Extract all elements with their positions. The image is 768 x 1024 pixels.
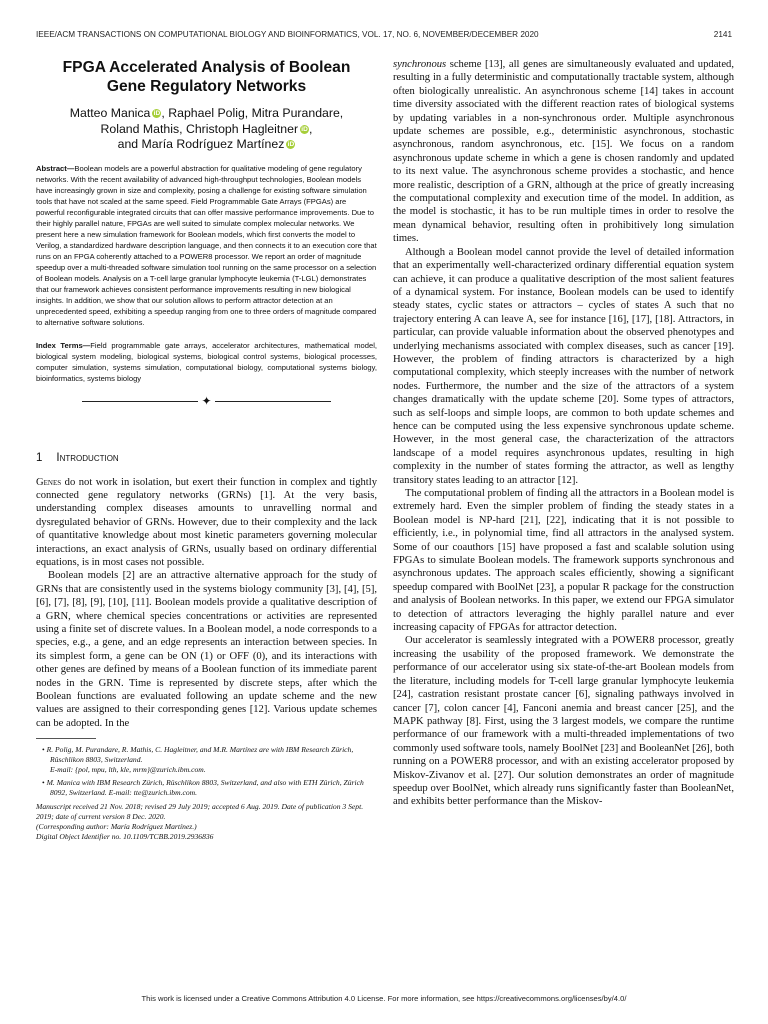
orcid-icon[interactable]: iD <box>153 110 161 117</box>
body-paragraph: Although a Boolean model cannot provide the level of detailed information that an experimentally well-characterized ordinary differential equation system can achieve, it can produce a qualitative description of the most salient features of a dynamical system. For instance, Boolean models can be used to identify steady states, cyclic states or attractors – cycles of states A such that no trajectory entering A can leave A, see for instance [16], [17], [18]. Attractors, in particular, can provide valuable information about the observed phenotypes and underlying mechanisms associated with complex diseases, such as cancer [19]. However, the problem of finding attractors is characterized by a high computational complexity, which steeply increases with the number of network nodes. Furthermore, the number and the size of the attractors of a system changes dramatically with the update scheme [20]. Some types of attractors, such as self-loops and simple loops, are common to both update schemes and hence can be computed using the less expensive synchronous update scheme. However, in the most general case, the characterization of the attractors landscape of a model requires asynchronous updates, resulting in high complexity in the number of states forming the attractor, as well as lengthy transitory states leading to an attractor [12]. <box>393 246 734 486</box>
body-paragraph: The computational problem of finding all the attractors in a Boolean model is extremely hard. Even the simpler problem of finding the steady states in a Boolean model is NP-hard [21], [22], indicating that it is not possible to efficiently, i.e., in polynomial time, find all attractors in the analysed system. Some of our coauthors [15] have proposed a fast and scalable solution using FPGAs to simulate Boolean models. The framework supports synchronous and asynchronous updates. The approach scales efficiently, showing a significant speedup compared with BoolNet [23], a popular R package for the construction and analysis of Boolean networks. In this paper, we extend our FPGA simulator to detection of attractors leveraging the highly parallel nature and ever increasing capacity of FPGAs for attractor detection. <box>393 488 734 634</box>
abstract-text: Boolean models are a powerful abstraction for qualitative modeling of gene regulatory networks. With the recent availability of advanced high-throughput technologies, Boolean models have increasingly grown in size and complexity, posing a challenge for existing software simulation tools that have not scaled at the same speed. Field Programmable Gate Arrays (FPGAs) are powerful reconfigurable integrated circuits that can offer massive performance improvements. Due to their highly parallel nature, FPGAs are well suited to simulate complex molecular networks. We present here a new simulation framework for Boolean models, which first converts the model to Verilog, a standardized hardware description language, and then connects it to an execution core that runs on an FPGA coherently attached to a POWER8 processor. We report an order of magnitude speedup over a multi-threaded software simulation tool running on the same processor on a selection of Boolean models. Analysis on a T-cell large granular lymphocyte leukemia (T-LGL) demonstrates that our framework achieves consistent performance improvements resulting in new biological insights. In addition, we show that our solution allows to perform attractor detection at an unprecedented speed, exhibiting a speedup ranging from one to three orders of magnitude compared to alternative software solutions. <box>36 163 377 327</box>
author-name: and María Rodríguez Martínez <box>117 137 285 151</box>
orcid-icon[interactable]: iD <box>287 141 295 148</box>
author-name: Roland Mathis, Christoph Hagleitner <box>100 121 299 136</box>
body-paragraph <box>393 58 734 246</box>
italic-term: synchronous <box>393 59 447 70</box>
footnote-affiliation <box>36 745 377 775</box>
footnote-rule <box>36 738 96 739</box>
index-terms-label: Index Terms— <box>36 340 91 350</box>
journal-name: IEEE/ACM TRANSACTIONS ON COMPUTATIONAL BIOLOGY AND BIOINFORMATICS, VOL. 17, NO. 6, NOVEMBER/DECEMBER 2020 <box>36 30 539 39</box>
paragraph-text: do not work in isolation, but exert their function in complex and tightly connected gene regulatory networks (GRNs) [1]. At the very basis, understanding complex diseases amounts to unravelling normal and dysregulated behavior of GRNs. However, due to their complexity and the lack of quantitative knowledge about most kinetic parameters governing molecular interactions, an exact analysis of GRNs, usually based on ordinary differential equations, is in most cases not possible. <box>36 476 377 568</box>
section-number: 1 <box>36 451 43 464</box>
body-paragraph <box>36 476 377 570</box>
manuscript-info <box>36 802 377 842</box>
section-heading <box>36 452 377 464</box>
footnote-email[interactable]: E-mail: {pol, mpu, lth, kle, mrm}@zurich.ibm.com. <box>50 765 206 775</box>
divider-line <box>215 401 331 402</box>
index-terms <box>36 340 377 384</box>
body-paragraph: Our accelerator is seamlessly integrated with a POWER8 processor, greatly increasing the usability of the proposed framework. We demonstrate the performance of our accelerator using six state-of-the-art Boolean models from the literature, including models for T-cell large granular lymphocyte leukemia [24], castration resistant prostate cancer [6], signaling pathways involved in cancer [7], colon cancer [4], Fanconi anemia and breast cancer [25], and the MAPK pathway [8]. First, using the 3 largest models, we compare the runtime performance of our framework with a multi-threaded implementations of two commonly used software tools, namely BoolNet [23] and BooleanNet [26], both running on a POWER8 processor, and with an existing accelerator proposed by Miskov-Zivanov et al. [27]. Our solution demonstrates an order of magnitude speedup over BoolNet, which already runs significantly faster than BooleanNet, and exhibits better performance than the Miskov- <box>393 635 734 808</box>
footnote-text: M. Manica with IBM Research Zürich, Rüschlikon 8803, Switzerland, and also with ETH Zürich, Zürich 8092, Switzerland. E-mail: tte@zurich.ibm.com. <box>46 778 364 798</box>
dropcap-word: Genes <box>36 476 62 488</box>
divider-line <box>82 401 198 402</box>
footnote-text: R. Polig, M. Purandare, R. Mathis, C. Hagleitner, and M.R. Martínez are with IBM Research Zürich, Rüschlikon 8803, Switzerland. <box>46 745 354 765</box>
orcid-icon[interactable]: iD <box>301 125 308 133</box>
footnote-affiliation <box>36 778 377 798</box>
author-name: Matteo Manica <box>69 106 151 120</box>
running-header <box>36 30 732 44</box>
author-separator: , <box>309 121 313 136</box>
page-number: 2141 <box>713 30 732 39</box>
author-list <box>36 106 377 153</box>
left-body <box>36 476 377 731</box>
abstract-label: Abstract— <box>36 163 75 173</box>
index-terms-text: Field programmable gate arrays, accelerator architectures, mathematical model, biological system modeling, biological systems, biological control systems, biological processes, computer simulation, systems simulation, computational biology, computational systems biology, bioinformatics, systems biology <box>36 340 377 383</box>
paper-title: FPGA Accelerated Analysis of Boolean Gene Regulatory Networks <box>62 59 351 95</box>
abstract <box>36 163 377 328</box>
section-title: Introduction <box>56 451 119 464</box>
body-paragraph: Boolean models [2] are an attractive alternative approach for the study of GRNs that are consistently used in the systems biology community [3], [4], [5], [6], [7], [8], [9], [10], [11]. Boolean models provide a qualitative description of a GRN, where chemical species concentrations or activities are represented using a finite set of discrete values. In a Boolean model, a node corresponds to a species, e.g., a gene, and an edge represents an interaction between species. In its simplest form, a gene can be ON (1) or OFF (0), and its interactions with other genes are defined by means of a Boolean function of its immediate parent nodes in the GRN. Time is represented by discrete steps, after which the Boolean functions are evaluated following an update scheme and the new values are assigned to their corresponding genes [12]. Various update schemes can be adopted. In the <box>36 570 377 729</box>
right-column <box>393 58 734 809</box>
license-footer: This work is licensed under a Creative Commons Attribution 4.0 License. For more information, see https://creativecommons.org/licenses/by/4.0/ <box>141 994 627 1003</box>
manuscript-dates: Manuscript received 21 Nov. 2018; revised 29 July 2019; accepted 6 Aug. 2019. Date of publication 3 Sept. 2019; date of current version 8 Dec. 2020. <box>36 802 364 822</box>
left-column <box>36 58 377 842</box>
section-divider <box>36 392 377 412</box>
doi[interactable]: Digital Object Identifier no. 10.1109/TCBB.2019.2936836 <box>36 832 214 842</box>
corresponding-author: (Corresponding author: María Rodríguez Martínez.) <box>36 822 197 832</box>
divider-diamond-icon: ✦ <box>201 393 212 408</box>
author-name: , Raphael Polig, Mitra Purandare, <box>161 106 344 120</box>
bullet-icon: • <box>42 778 45 788</box>
paragraph-text: scheme [13], all genes are simultaneously evaluated and updated, resulting in a fully deterministic and computationally tractable system, although often biologically unrealistic. An asynchronous scheme [14] takes in account time diversity associated with the different reaction rates of biological systems by updating variables in a non-synchronous order. Multiple asynchronous update schemes are possible, e.g., deterministic asynchronous, stochastic asynchronous, random asynchronous, etc. [15]. We focus on a random asynchronous update scheme in which a gene is chosen randomly and updated to its next value. The asynchronous scheme provides a stochastic, and hence more realistic, description of a GRN, although at the price of greatly increasing the computational complexity and execution time of the model. In addition, as the model is stochastic, it has to be run multiple times in order to resolve the mean dynamical behavior, resulting often in prohibitively long simulation times. <box>393 59 734 245</box>
bullet-icon: • <box>42 745 45 755</box>
